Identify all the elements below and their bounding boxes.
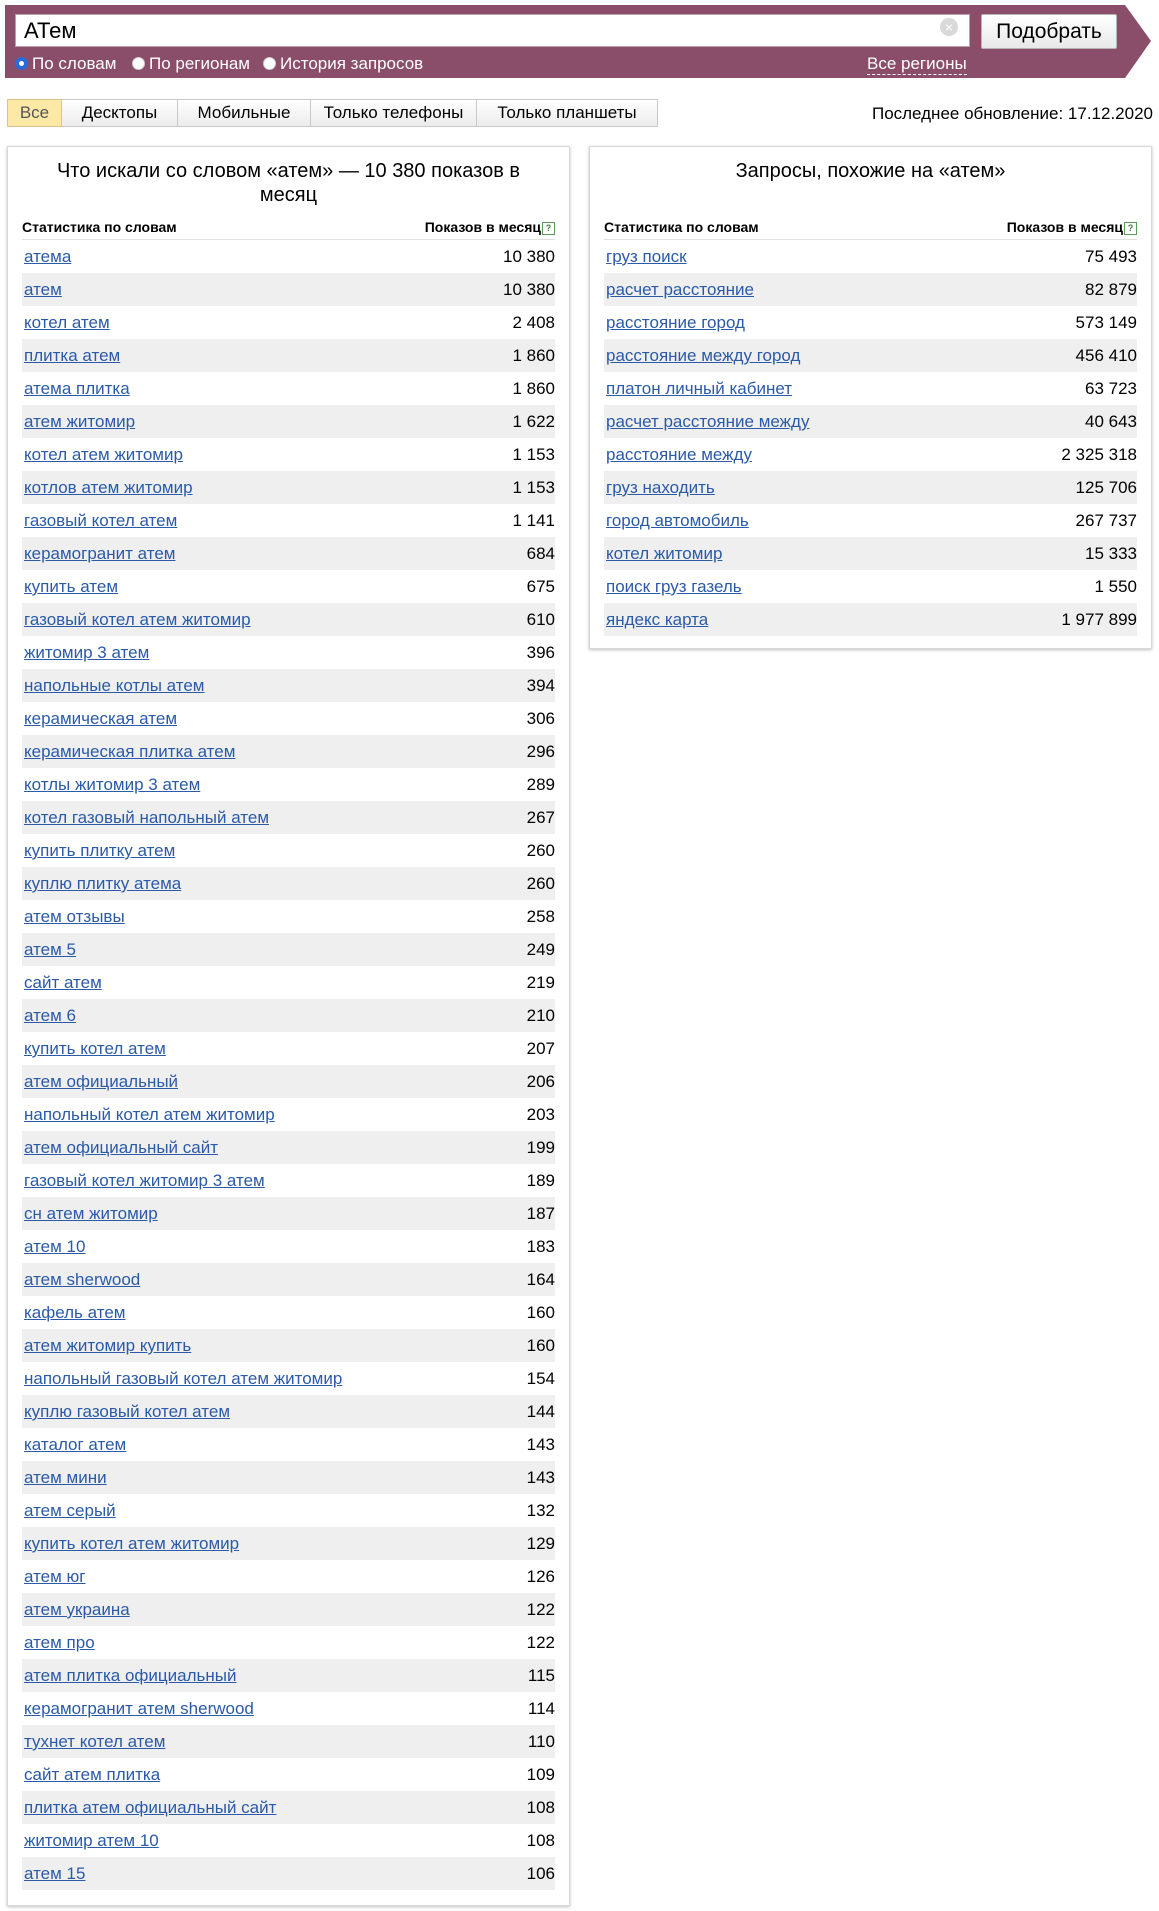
- table-row: [22, 306, 555, 339]
- table-row: [22, 1362, 555, 1395]
- table-row: [22, 834, 555, 867]
- column-count-label: Показов в месяц: [424, 219, 541, 235]
- keyword-link[interactable]: атем плитка официальный: [24, 1666, 237, 1685]
- radio-icon[interactable]: [263, 57, 276, 70]
- keyword-link[interactable]: расчет расстояние: [606, 280, 754, 299]
- keyword-link[interactable]: котел атем житомир: [24, 445, 183, 464]
- last-update: Последнее обновление: 17.12.2020: [871, 104, 1153, 123]
- impressions-count: 40 643: [1085, 412, 1137, 431]
- table-row: [22, 1230, 555, 1263]
- keyword-link[interactable]: атем житомир купить: [24, 1336, 192, 1355]
- table-row: [22, 1791, 555, 1824]
- impressions-count: 1 153: [512, 445, 555, 464]
- impressions-count: 210: [526, 1006, 555, 1025]
- impressions-count: 296: [526, 742, 555, 761]
- keyword-link[interactable]: расстояние город: [606, 313, 745, 332]
- table-row: [22, 405, 555, 438]
- keyword-link[interactable]: атем официальный: [24, 1072, 179, 1091]
- keyword-link[interactable]: купить котел атем житомир: [24, 1534, 240, 1553]
- keyword-link[interactable]: кафель атем: [24, 1303, 126, 1322]
- impressions-count: 267: [526, 808, 555, 827]
- keyword-link[interactable]: котлов атем житомир: [24, 478, 193, 497]
- table-row: [22, 966, 555, 999]
- table-row: [22, 735, 555, 768]
- impressions-count: 108: [526, 1831, 555, 1850]
- table-row: [22, 1098, 555, 1131]
- impressions-count: 207: [526, 1039, 555, 1058]
- table-row: [22, 867, 555, 900]
- table-row: [604, 438, 1137, 471]
- table-row: [22, 768, 555, 801]
- impressions-count: 143: [526, 1435, 555, 1454]
- search-query: АТем: [24, 18, 77, 43]
- table-row: [22, 570, 555, 603]
- keyword-link[interactable]: атем 5: [24, 940, 76, 959]
- mode-radio-regions[interactable]: [132, 54, 250, 74]
- impressions-count: 396: [526, 643, 555, 662]
- tab-tablets-only[interactable]: Только планшеты: [477, 99, 658, 127]
- keyword-link[interactable]: сайт атем плитка: [24, 1765, 161, 1784]
- keyword-link[interactable]: купить котел атем: [24, 1039, 166, 1058]
- keyword-link[interactable]: керамическая атем: [24, 709, 177, 728]
- impressions-count: 1 977 899: [1061, 610, 1137, 629]
- impressions-count: 187: [526, 1204, 555, 1223]
- table-row: [22, 669, 555, 702]
- table-row: [604, 273, 1137, 306]
- column-count: [425, 219, 555, 235]
- keyword-link[interactable]: каталог атем: [24, 1435, 127, 1454]
- table-row: [22, 1263, 555, 1296]
- table-row: [22, 636, 555, 669]
- impressions-count: 110: [527, 1732, 555, 1751]
- impressions-count: 219: [526, 973, 555, 992]
- keyword-link[interactable]: керамогранит атем sherwood: [24, 1699, 254, 1718]
- impressions-count: 126: [526, 1567, 555, 1586]
- panel-title: Что искали со словом «атем» — 10 380 показов в месяц: [56, 160, 521, 206]
- table-row: [22, 1296, 555, 1329]
- impressions-count: 75 493: [1085, 247, 1137, 266]
- impressions-count: 122: [526, 1600, 555, 1619]
- keyword-link[interactable]: расстояние между город: [606, 346, 801, 365]
- table-row: [22, 1065, 555, 1098]
- keyword-link[interactable]: груз находить: [606, 478, 715, 497]
- keyword-link[interactable]: атем 6: [24, 1006, 76, 1025]
- keyword-link[interactable]: газовый котел атем: [24, 511, 178, 530]
- table-row: [22, 603, 555, 636]
- impressions-count: 1 860: [512, 379, 555, 398]
- column-count: [1007, 219, 1137, 235]
- table-row: [22, 1197, 555, 1230]
- search-bar: [5, 5, 1125, 78]
- impressions-count: 394: [526, 676, 555, 695]
- impressions-count: 108: [526, 1798, 555, 1817]
- keyword-link[interactable]: атем серый: [24, 1501, 116, 1520]
- keyword-link[interactable]: котел атем: [24, 313, 110, 332]
- impressions-count: 1 550: [1094, 577, 1137, 596]
- radio-checked-icon[interactable]: [15, 57, 28, 70]
- impressions-count: 160: [526, 1303, 555, 1322]
- impressions-count: 106: [526, 1864, 555, 1883]
- keyword-link[interactable]: расчет расстояние между: [606, 412, 810, 431]
- table-row: [604, 471, 1137, 504]
- mode-label: История запросов: [280, 54, 424, 73]
- keyword-link[interactable]: яндекс карта: [606, 610, 709, 629]
- table-row: [22, 504, 555, 537]
- impressions-count: 114: [527, 1699, 555, 1718]
- table-row: [22, 372, 555, 405]
- impressions-count: 258: [526, 907, 555, 926]
- keyword-link[interactable]: котел газовый напольный атем: [24, 808, 270, 827]
- keyword-link[interactable]: город автомобиль: [606, 511, 749, 530]
- table-row: [22, 1131, 555, 1164]
- help-icon[interactable]: ?: [542, 222, 555, 235]
- impressions-count: 129: [526, 1534, 555, 1553]
- radio-icon[interactable]: [132, 57, 145, 70]
- table-row: [604, 504, 1137, 537]
- impressions-count: 109: [526, 1765, 555, 1784]
- keyword-link[interactable]: житомир 3 атем: [24, 643, 150, 662]
- table-row: [22, 273, 555, 306]
- keyword-link[interactable]: атем житомир: [24, 412, 136, 431]
- keyword-link[interactable]: куплю плитку атема: [24, 874, 182, 893]
- keyword-link[interactable]: керамическая плитка атем: [24, 742, 236, 761]
- impressions-count: 122: [526, 1633, 555, 1652]
- keyword-link[interactable]: котлы житомир 3 атем: [24, 775, 201, 794]
- tab-mobile[interactable]: Мобильные: [178, 99, 311, 127]
- keyword-link[interactable]: плитка атем официальный сайт: [24, 1798, 277, 1817]
- impressions-count: 1 141: [512, 511, 555, 530]
- table-row: [604, 339, 1137, 372]
- search-input[interactable]: [15, 14, 970, 47]
- impressions-count: 183: [526, 1237, 555, 1256]
- help-icon[interactable]: ?: [1124, 222, 1137, 235]
- column-keyword: Статистика по словам: [22, 219, 177, 235]
- table-row: [22, 1692, 555, 1725]
- keyword-link[interactable]: газовый котел житомир 3 атем: [24, 1171, 265, 1190]
- column-keyword: Статистика по словам: [604, 219, 759, 235]
- impressions-count: 456 410: [1075, 346, 1137, 365]
- keyword-link[interactable]: расстояние между: [606, 445, 752, 464]
- table-row: [604, 603, 1137, 636]
- impressions-count: 1 153: [512, 478, 555, 497]
- column-count-label: Показов в месяц: [1006, 219, 1123, 235]
- table-row: [604, 306, 1137, 339]
- table-row: [22, 1857, 555, 1890]
- mode-radio-history[interactable]: [263, 54, 423, 74]
- tab-desktops[interactable]: Десктопы: [62, 99, 178, 127]
- mode-label: По словам: [32, 54, 117, 73]
- table-row: [22, 1164, 555, 1197]
- table-row: [22, 900, 555, 933]
- impressions-count: 125 706: [1075, 478, 1137, 497]
- keywords-panel: [7, 146, 570, 1906]
- mode-label: По регионам: [149, 54, 250, 73]
- table-row: [22, 339, 555, 372]
- keyword-link[interactable]: груз поиск: [606, 247, 687, 266]
- table-row: [604, 240, 1137, 273]
- impressions-count: 289: [526, 775, 555, 794]
- keyword-link[interactable]: керамогранит атем: [24, 544, 176, 563]
- table-row: [22, 1461, 555, 1494]
- keyword-link[interactable]: поиск груз газель: [606, 577, 742, 596]
- impressions-count: 132: [526, 1501, 555, 1520]
- keyword-link[interactable]: атем официальный сайт: [24, 1138, 219, 1157]
- table-row: [22, 471, 555, 504]
- impressions-count: 573 149: [1075, 313, 1137, 332]
- table-row: [22, 1593, 555, 1626]
- keyword-link[interactable]: атем мини: [24, 1468, 107, 1487]
- keyword-link[interactable]: атем юг: [24, 1567, 86, 1586]
- table-row: [604, 405, 1137, 438]
- table-row: [22, 1560, 555, 1593]
- keyword-link[interactable]: житомир атем 10: [24, 1831, 159, 1850]
- impressions-count: 2 325 318: [1061, 445, 1137, 464]
- impressions-count: 189: [526, 1171, 555, 1190]
- impressions-count: 1 860: [512, 346, 555, 365]
- keyword-link[interactable]: напольный котел атем житомир: [24, 1105, 275, 1124]
- impressions-count: 260: [526, 874, 555, 893]
- keyword-link[interactable]: атем sherwood: [24, 1270, 141, 1289]
- impressions-count: 199: [526, 1138, 555, 1157]
- table-row: [22, 1329, 555, 1362]
- table-row: [604, 372, 1137, 405]
- impressions-count: 203: [526, 1105, 555, 1124]
- table-row: [604, 570, 1137, 603]
- similar-queries-panel: [589, 146, 1152, 649]
- table-row: [22, 1494, 555, 1527]
- keyword-link[interactable]: атем украина: [24, 1600, 130, 1619]
- keyword-link[interactable]: атема плитка: [24, 379, 130, 398]
- table-row: [22, 999, 555, 1032]
- impressions-count: 249: [526, 940, 555, 959]
- table-row: [22, 1824, 555, 1857]
- impressions-count: 10 380: [503, 247, 555, 266]
- impressions-count: 15 333: [1085, 544, 1137, 563]
- impressions-count: 63 723: [1085, 379, 1137, 398]
- impressions-count: 10 380: [503, 280, 555, 299]
- table-row: [22, 438, 555, 471]
- keyword-link[interactable]: куплю газовый котел атем: [24, 1402, 231, 1421]
- impressions-count: 1 622: [512, 412, 555, 431]
- table-row: [22, 240, 555, 273]
- keyword-link[interactable]: атем отзывы: [24, 907, 125, 926]
- keyword-link[interactable]: атем 15: [24, 1864, 86, 1883]
- table-row: [22, 1428, 555, 1461]
- impressions-count: 2 408: [512, 313, 555, 332]
- keyword-link[interactable]: напольные котлы атем: [24, 676, 205, 695]
- table-header: [604, 219, 1137, 240]
- keyword-link[interactable]: атем: [24, 280, 62, 299]
- table-row: [604, 537, 1137, 570]
- keyword-link[interactable]: сн атем житомир: [24, 1204, 158, 1223]
- table-row: [22, 1395, 555, 1428]
- impressions-count: 143: [526, 1468, 555, 1487]
- impressions-count: 260: [526, 841, 555, 860]
- table-row: [22, 1659, 555, 1692]
- table-row: [22, 702, 555, 735]
- table-header: [22, 219, 555, 240]
- impressions-count: 144: [526, 1402, 555, 1421]
- impressions-count: 206: [526, 1072, 555, 1091]
- tab-all[interactable]: Все: [7, 99, 62, 127]
- keyword-link[interactable]: тухнет котел атем: [24, 1732, 166, 1751]
- table-row: [22, 933, 555, 966]
- tab-phones-only[interactable]: Только телефоны: [311, 99, 477, 127]
- impressions-count: 164: [526, 1270, 555, 1289]
- search-bar-arrow: [1125, 5, 1151, 78]
- clear-icon[interactable]: ×: [940, 18, 958, 36]
- table-row: [22, 801, 555, 834]
- panel-title: Запросы, похожие на «атем»: [735, 160, 1006, 182]
- keyword-link[interactable]: атем 10: [24, 1237, 86, 1256]
- all-regions-link[interactable]: Все регионы: [867, 54, 967, 73]
- impressions-count: 684: [526, 544, 555, 563]
- keyword-link[interactable]: плитка атем: [24, 346, 121, 365]
- impressions-count: 306: [526, 709, 555, 728]
- keyword-link[interactable]: купить плитку атем: [24, 841, 176, 860]
- similar-queries-table: [604, 240, 1137, 636]
- table-row: [22, 537, 555, 570]
- keyword-link[interactable]: котел житомир: [606, 544, 723, 563]
- impressions-count: 610: [526, 610, 555, 629]
- impressions-count: 115: [527, 1666, 555, 1685]
- keyword-link[interactable]: атема: [24, 247, 72, 266]
- keywords-table: [22, 240, 555, 1890]
- device-tabs: [7, 99, 658, 127]
- keyword-link[interactable]: сайт атем: [24, 973, 102, 992]
- table-row: [22, 1527, 555, 1560]
- impressions-count: 154: [526, 1369, 555, 1388]
- impressions-count: 267 737: [1075, 511, 1137, 530]
- impressions-count: 675: [526, 577, 555, 596]
- keyword-link[interactable]: платон личный кабинет: [606, 379, 793, 398]
- table-row: [22, 1725, 555, 1758]
- keyword-link[interactable]: напольный газовый котел атем житомир: [24, 1369, 343, 1388]
- table-row: [22, 1032, 555, 1065]
- keyword-link[interactable]: газовый котел атем житомир: [24, 610, 251, 629]
- submit-button[interactable]: Подобрать: [981, 14, 1117, 49]
- keyword-link[interactable]: атем про: [24, 1633, 95, 1652]
- table-row: [22, 1626, 555, 1659]
- impressions-count: 160: [526, 1336, 555, 1355]
- keyword-link[interactable]: купить атем: [24, 577, 119, 596]
- table-row: [22, 1758, 555, 1791]
- mode-radio-words[interactable]: [15, 54, 116, 74]
- impressions-count: 82 879: [1085, 280, 1137, 299]
